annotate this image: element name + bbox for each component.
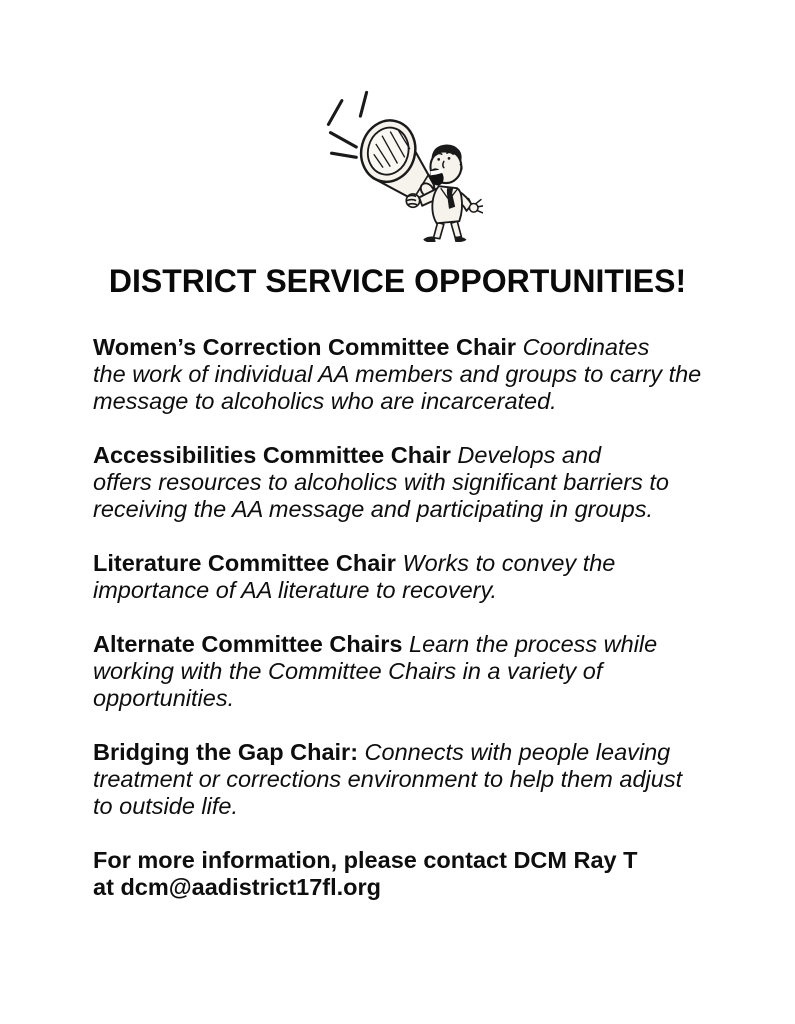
text-line xyxy=(93,739,707,766)
text-line xyxy=(93,442,707,469)
text-run: Develops and xyxy=(450,442,602,468)
text-line xyxy=(93,766,707,793)
text-run: opportunities. xyxy=(93,685,235,711)
text-run: message to alcoholics who are incarcerated. xyxy=(93,388,557,414)
text-run: receiving the AA message and participating in groups. xyxy=(93,496,653,522)
section-heading: Accessibilities Committee Chair xyxy=(93,442,451,468)
section-heading: Bridging the Gap Chair: xyxy=(93,739,359,765)
text-line xyxy=(93,847,707,874)
text-run: offers resources to alcoholics with significant barriers to xyxy=(93,469,669,495)
text-run: working with the Committee Chairs in a variety of xyxy=(93,658,603,684)
womens-correction-chair xyxy=(93,334,707,415)
text-line xyxy=(93,361,707,388)
content xyxy=(93,334,707,901)
email-address: dcm@aadistrict17fl.org xyxy=(120,874,382,900)
text-run: Works to convey the xyxy=(395,550,616,576)
figure-container xyxy=(0,0,795,242)
section-heading: Women’s Correction Committee Chair xyxy=(93,334,517,360)
text-line xyxy=(93,658,707,685)
bridging-the-gap-chair xyxy=(93,739,707,820)
text-line xyxy=(93,496,707,523)
accessibilities-chair xyxy=(93,442,707,523)
text-run: treatment or corrections environment to help them adjust xyxy=(93,766,683,792)
page-title: DISTRICT SERVICE OPPORTUNITIES! xyxy=(108,263,687,299)
cartoon-man-icon xyxy=(419,144,483,242)
hand-icon xyxy=(406,194,419,207)
text-line xyxy=(93,388,707,415)
text-line xyxy=(93,577,707,604)
text-run: Connects with people leaving xyxy=(358,739,671,765)
contact-info xyxy=(93,847,707,901)
text-run: the work of individual AA members and groups to carry the xyxy=(93,361,702,387)
text-line xyxy=(93,334,707,361)
alternate-chairs xyxy=(93,631,707,712)
section-heading: Literature Committee Chair xyxy=(93,550,396,576)
text-line xyxy=(93,874,707,901)
text-run: to outside life. xyxy=(93,793,239,819)
text-run: For more information, please contact DCM Ray T xyxy=(93,847,638,873)
megaphone-announcer-illustration xyxy=(313,85,483,242)
text-run: Coordinates xyxy=(516,334,650,360)
text-line xyxy=(93,793,707,820)
text-line xyxy=(93,550,707,577)
section-heading: Alternate Committee Chairs xyxy=(93,631,403,657)
text-run: at xyxy=(93,874,121,900)
text-run: Learn the process while xyxy=(402,631,658,657)
text-line xyxy=(93,685,707,712)
text-line xyxy=(93,631,707,658)
text-run: importance of AA literature to recovery. xyxy=(93,577,498,603)
literature-chair xyxy=(93,550,707,604)
megaphone-icon xyxy=(354,114,436,201)
text-line xyxy=(93,469,707,496)
